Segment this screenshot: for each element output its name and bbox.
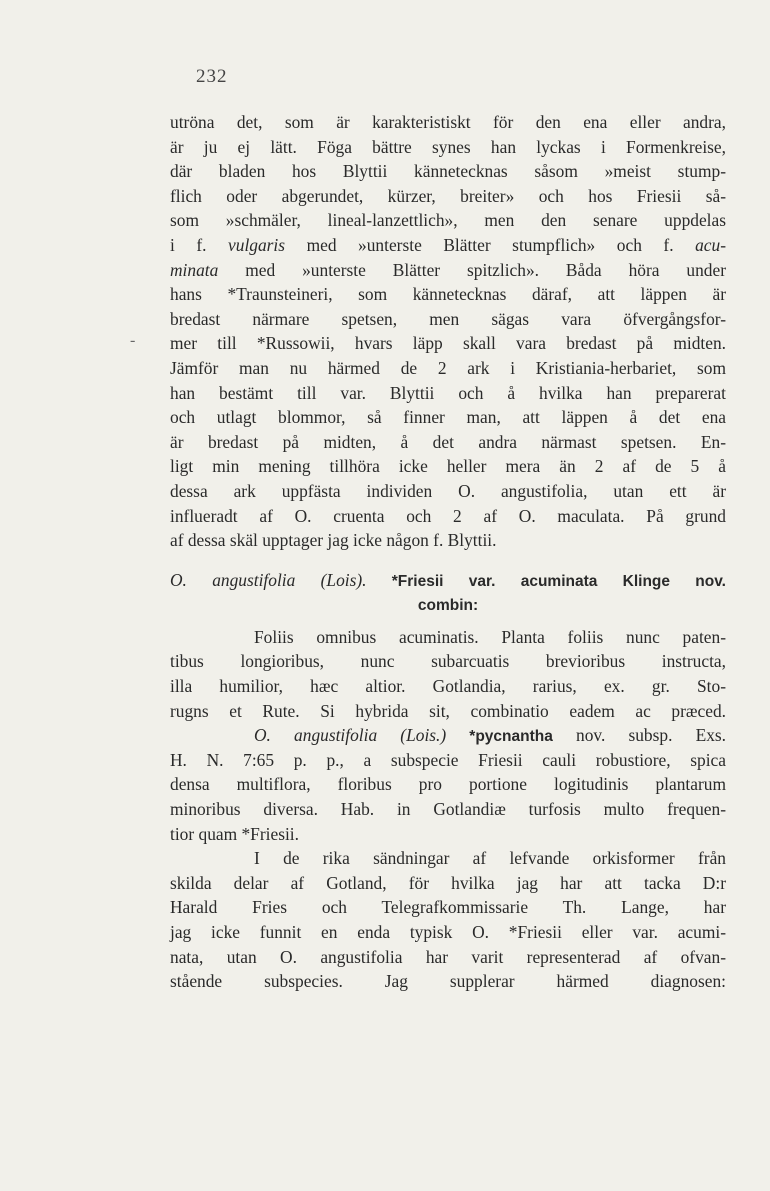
text-line: där bladen hos Blyttii kännetecknas såsom »meist stump- (170, 161, 726, 182)
text-line: af dessa skäl upptager jag icke någon f. Blyttii. (170, 530, 497, 551)
section-heading (170, 568, 726, 593)
text-line: är bredast på midten, å det andra närmast spetsen. En- (170, 431, 726, 452)
text-fragment: med »unterste Blätter stumpflich» och f. (285, 234, 696, 255)
text-line: tior quam *Friesii. (170, 823, 299, 844)
body-text (170, 110, 726, 994)
text-line: ligt min mening tillhöra icke heller mera än 2 af de 5 å (170, 456, 726, 477)
text-line: mer till *Russowii, hvars läpp skall vara bredast på midten. (170, 333, 726, 354)
text-line: influeradt af O. cruenta och 2 af O. maculata. På grund (170, 505, 726, 526)
text-line: flich oder abgerundet, kürzer, breiter» och hos Friesii så- (170, 185, 726, 206)
italic-term: O. angustifolia (Lois.) (254, 725, 447, 746)
section-heading-line2 (170, 592, 726, 617)
text-line: skilda delar af Gotland, för hvilka jag har att tacka D:r (170, 872, 726, 893)
text-fragment: med »unterste Blätter spitzlich». Båda höra under (218, 259, 726, 280)
text-line: bredast närmare spetsen, men sägas vara öfvergångsfor- (170, 308, 726, 329)
text-line (170, 723, 726, 748)
text-line: illa humilior, hæc altior. Gotlandia, rarius, ex. gr. Sto- (170, 676, 726, 697)
text-line: är ju ej lätt. Föga bättre synes han lyckas i Formenkreise, (170, 136, 726, 157)
text-line: och utlagt blommor, så finner man, att läppen å det ena (170, 407, 726, 428)
text-line: hans *Traunsteineri, som kännetecknas däraf, att läppen är (170, 284, 726, 305)
text-line: Jämför man nu härmed de 2 ark i Kristiania-herbariet, som (170, 357, 726, 378)
page-number: 232 (196, 66, 228, 87)
text-line: H. N. 7:65 p. p., a subspecie Friesii cauli robustiore, spica (170, 749, 726, 770)
bold-subspecies: *pycnantha (446, 728, 553, 746)
heading-variety: *Friesii var. acuminata Klinge nov. (366, 572, 726, 590)
text-line: som »schmäler, lineal-lanzettlich», men den senare uppdelas (170, 210, 726, 231)
italic-term: vulgaris (228, 234, 286, 255)
text-line: jag icke funnit en enda typisk O. *Friesii eller var. acumi- (170, 922, 726, 942)
text-line: densa multiflora, floribus pro portione logitudinis plantarum (170, 774, 726, 795)
text-line (170, 233, 726, 258)
text-line: tibus longioribus, nunc subarcuatis brevioribus instructa, (170, 651, 726, 672)
italic-term: acu- (695, 234, 726, 255)
text-line: nata, utan O. angustifolia har varit representerad af ofvan- (170, 946, 726, 967)
text-fragment: nov. subsp. Exs. (552, 725, 726, 746)
text-line: stående subspecies. Jag supplerar härmed diagnosen: (170, 971, 726, 992)
text-line: minoribus diversa. Hab. in Gotlandiæ turfosis multo frequen- (170, 799, 726, 820)
text-line: rugns et Rute. Si hybrida sit, combinatio eadem ac præced. (170, 700, 726, 721)
heading-combin: combin: (417, 597, 479, 615)
text-fragment: i f. (170, 234, 229, 255)
heading-taxon: O. angustifolia (Lois). (170, 569, 367, 590)
text-line: I de rika sändningar af lefvande orkisformer från (254, 848, 726, 869)
margin-mark: - (130, 332, 136, 349)
text-line: Harald Fries och Telegrafkommissarie Th. Lange, har (170, 897, 726, 918)
text-fragment: Foliis omnibus acuminatis. Planta foliis nunc paten- (254, 626, 726, 647)
text-line: dessa ark uppfästa individen O. angustifolia, utan ett är (170, 480, 726, 501)
text-line: han bestämt till var. Blyttii och å hvilka han preparerat (170, 382, 726, 403)
text-line (170, 258, 726, 283)
italic-term: minata (170, 259, 219, 280)
text-line (170, 625, 726, 650)
text-line: utröna det, som är karakteristiskt för den ena eller andra, (170, 112, 726, 132)
